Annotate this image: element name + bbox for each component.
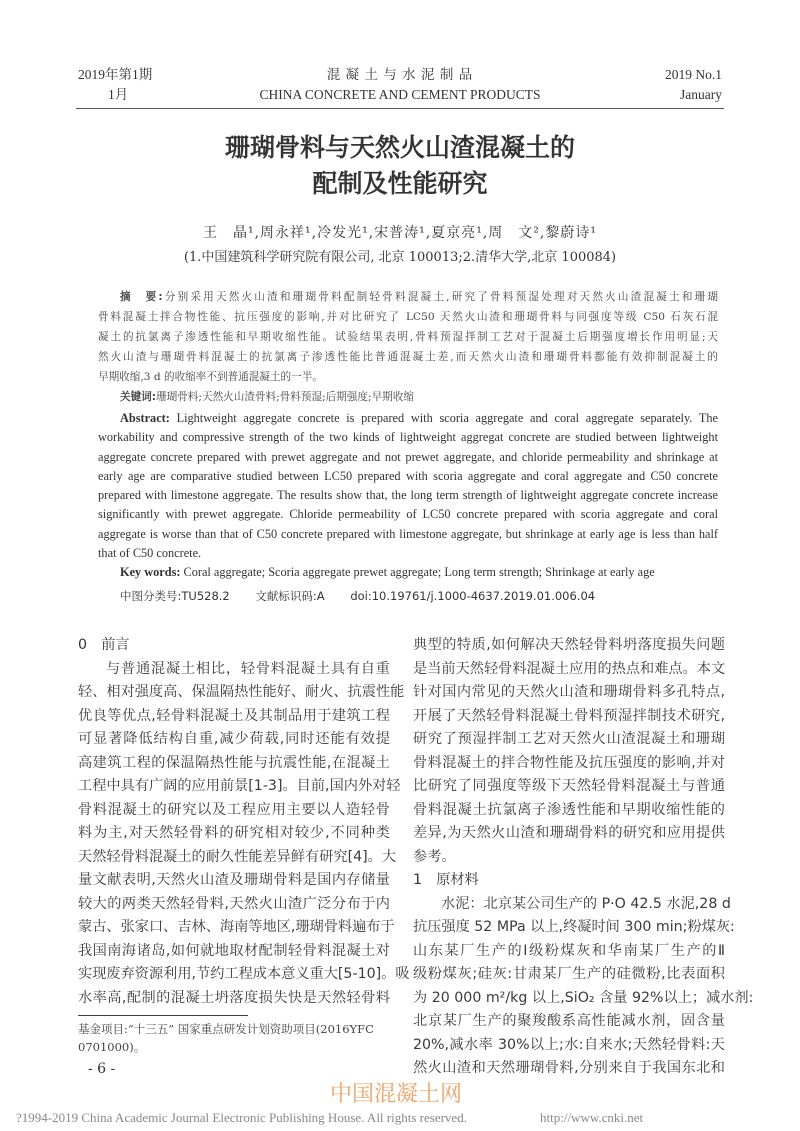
abstract-label: 摘 要: [120,291,163,303]
copyright-notice: ?1994-2019 China Academic Journal Electronic Publishing House. All rights reserved. [16,1110,467,1125]
keywords-en-label: Key words: [120,565,181,580]
abstract-line: 骨料混凝土拌合物性能、抗压强度的影响,并对比研究了 LC50 天然火山渣和珊瑚骨料与同强度等级 C50 石灰石混 [98,311,718,323]
text-line: 然火山渣和天然珊瑚骨料,分别来自于我国东北和 [413,1060,725,1076]
authors: 王 晶¹,周永祥¹,冷发光¹,宋普涛¹,夏京亮¹,周 文²,黎蔚诗¹ [203,225,597,241]
issue-month-en: January [680,87,722,102]
text-line: 参考。 [413,848,456,865]
text-line: 我国南海诸岛,如何就地取材配制轻骨料混凝土对 [78,942,390,959]
text-line: 骨料混凝土的拌合物性能及抗压强度的影响,并对 [413,754,725,771]
text-line: 较大的两类天然轻骨料,天然火山渣广泛分布于内 [78,895,390,912]
section-heading-intro: 0 前言 [78,637,130,653]
text-line: 天然轻骨料混凝土的耐久性能差异鲜有研究[4]。大 [78,848,397,865]
text-line: 骨料混凝土抗氯离子渗透性能和早期收缩性能的 [413,801,725,818]
text-line: 北京某厂生产的聚羧酸系高性能减水剂，固含量 [413,1013,725,1029]
abstract-en-line: significantly with prewet aggregate. Chloride permeability of LC50 concrete prepared with scoria aggregate and coral [98,507,718,522]
watermark: 中国混凝土网 [330,1082,463,1107]
abstract-line: 凝土的抗氯离子渗透性能和早期收缩性能。试验结果表明,骨料预湿拌制工艺对于混凝土后期强度增长作用明显;天 [98,331,718,343]
text-line: 典型的特质,如何解决天然轻骨料坍落度损失问题 [413,637,725,653]
abstract-en-line [98,409,718,428]
abstract-en-label: Abstract: [120,411,170,425]
section-heading-materials: 1 原材料 [413,872,479,888]
text-line: 20%,减水率 30%以上;水:自来水;天然轻骨料:天 [413,1036,725,1053]
footnote-line: 0701000)。 [78,1040,146,1054]
materials-paragraph [413,893,754,1081]
intro-paragraph [78,658,410,1011]
abstract-line: 然火山渣与珊瑚骨料混凝土的抗氯离子渗透性能比普通混凝土差,而天然火山渣和珊瑚骨料都能有效抑制混凝土的 [98,351,718,363]
text-line: 比研究了同强度等级下天然轻骨料混凝土与普通 [413,778,725,794]
title-line-1: 珊瑚骨料与天然火山渣混凝土的 [224,133,575,162]
abstract-text: 分别采用天然火山渣和珊瑚骨料配制轻骨料混凝土,研究了骨料预湿处理对天然火山渣混凝土和珊瑚 [162,291,718,303]
abstract-cn [98,287,718,407]
issue-info-en [665,65,722,105]
text-line: 骨料混凝土的研究以及工程应用主要以人造轻骨 [78,801,390,818]
keywords-label: 关键词: [120,391,157,403]
text-line: 级粉煤灰;硅灰:甘肃某厂生产的硅微粉,比表面积 [413,966,725,982]
title-line-2: 配制及性能研究 [312,169,488,198]
abstract-en-line: prepared with limestone aggregate. The results show that, the long term strength of lightweight aggregate concrete increase [98,488,718,503]
abstract-en-line: workability and compressive strength of the two kinds of lightweight aggregat concrete are studied between lightweight [98,430,718,445]
text-line: 山东某厂生产的Ⅰ级粉煤灰和华南某厂生产的Ⅱ [413,942,725,959]
page-number: - 6 - [88,1061,116,1077]
affiliation: (1.中国建筑科学研究院有限公司, 北京 100013;2.清华大学,北京 100084) [183,250,617,265]
abstract-line [98,287,718,307]
text-line: 水泥：北京某公司生产的 P·O 42.5 水泥,28 d [441,895,731,912]
text-line: 为 20 000 m²/kg 以上,SiO₂ 含量 92%以上；减水剂: [413,989,754,1006]
text-line: 工程中具有广阔的应用前景[1-3]。目前,国内外对轻 [78,778,401,794]
issue-number: 2019年第1期 [78,67,153,82]
keywords-en-text: Coral aggregate; Scoria aggregate prewet aggregate; Long term strength; Shrinkage at early age [183,565,655,580]
text-line: 蒙古、张家口、吉林、海南等地区,珊瑚骨料遍布于 [78,919,395,935]
abstract-en-line: that of C50 concrete. [98,546,202,561]
text-line: 优良等优点,轻骨料混凝土及其制品用于建筑工程 [78,707,390,724]
journal-name-en: CHINA CONCRETE AND CEMENT PRODUCTS [259,87,541,102]
keywords-text: 珊瑚骨料;天然火山渣骨料;骨料预湿;后期强度;早期收缩 [156,391,414,403]
text-line: 实现废弃资源利用,节约工程成本意义重大[5-10]。吸 [78,966,410,982]
text-line: 轻、相对强度高、保温隔热性能好、耐火、抗震性能 [78,684,405,700]
header-rule [76,108,724,109]
text-line: 研究了预湿拌制工艺对天然火山渣混凝土和珊瑚 [413,731,725,747]
classification [120,588,595,604]
footnote-line: 基金项目:“十三五” 国家重点研发计划资助项目(2016YFC [78,1022,374,1036]
text-line: 开展了天然轻骨料混凝土骨料预湿拌制技术研究, [413,707,725,724]
text-line: 差异,为天然火山渣和珊瑚骨料的研究和应用提供 [413,825,725,841]
text-line: 可显著降低结构自重,减少荷载,同时还能有效提 [78,731,390,747]
text-line: 与普通混凝土相比，轻骨料混凝土具有自重 [106,660,390,677]
left-column [78,634,410,1010]
footnote [78,1020,374,1056]
issue-month: 1月 [108,87,129,102]
journal-name-cn: 混 凝 土 与 水 泥 制 品 [326,67,474,82]
text-line: 量文献表明,天然火山渣及珊瑚骨料是国内存储量 [78,872,390,888]
text-line: 针对国内常见的天然火山渣和珊瑚骨料多孔特点, [413,684,725,700]
abstract-en-line: aggregate is worse than that of C50 concrete prepared with limestone aggregate, but shrinkage at early age is less than half [98,526,718,541]
paper-title [0,130,800,202]
abstract-en-line: early age are comparative studied between LC50 prepared with scoria aggregate and coral aggregate and C50 concrete [98,468,718,483]
abstract-en-line: aggregate concrete prepared with prewet aggregate and not prewet aggregate, and chloride permeability and shrinkage at [98,449,718,464]
doi: doi:10.19761/j.1000-4637.2019.01.006.04 [350,589,596,603]
clc-number: 中图分类号:TU528.2 [120,589,230,603]
text-line: 是当前天然轻骨料混凝土应用的热点和难点。本文 [413,660,726,677]
text-line: 水率高,配制的混凝土坍落度损失快是天然轻骨料 [78,989,390,1006]
abstract-en [98,409,718,583]
intro-paragraph-cont [413,634,725,869]
cnki-link[interactable]: http://www.cnki.net [540,1110,644,1125]
text-line: 料为主,对天然轻骨料的研究相对较少,不同种类 [78,825,390,841]
document-code: 文献标识码:A [255,589,325,603]
text-line: 高建筑工程的保温隔热性能与抗震性能,在混凝土 [78,754,390,771]
right-column [413,634,754,1081]
issue-number-en: 2019 No.1 [665,67,722,82]
footnote-rule [78,1015,248,1016]
text-line: 抗压强度 52 MPa 以上,终凝时间 300 min;粉煤灰: [413,919,735,935]
keywords-cn [98,387,718,407]
abstract-line: 早期收缩,3 d 的收缩率不到普通混凝土的一半。 [98,371,323,383]
keywords-en [98,563,718,582]
abstract-en-text: Lightweight aggregate concrete is prepared with scoria aggregate and coral aggregate separately. The [176,411,718,425]
